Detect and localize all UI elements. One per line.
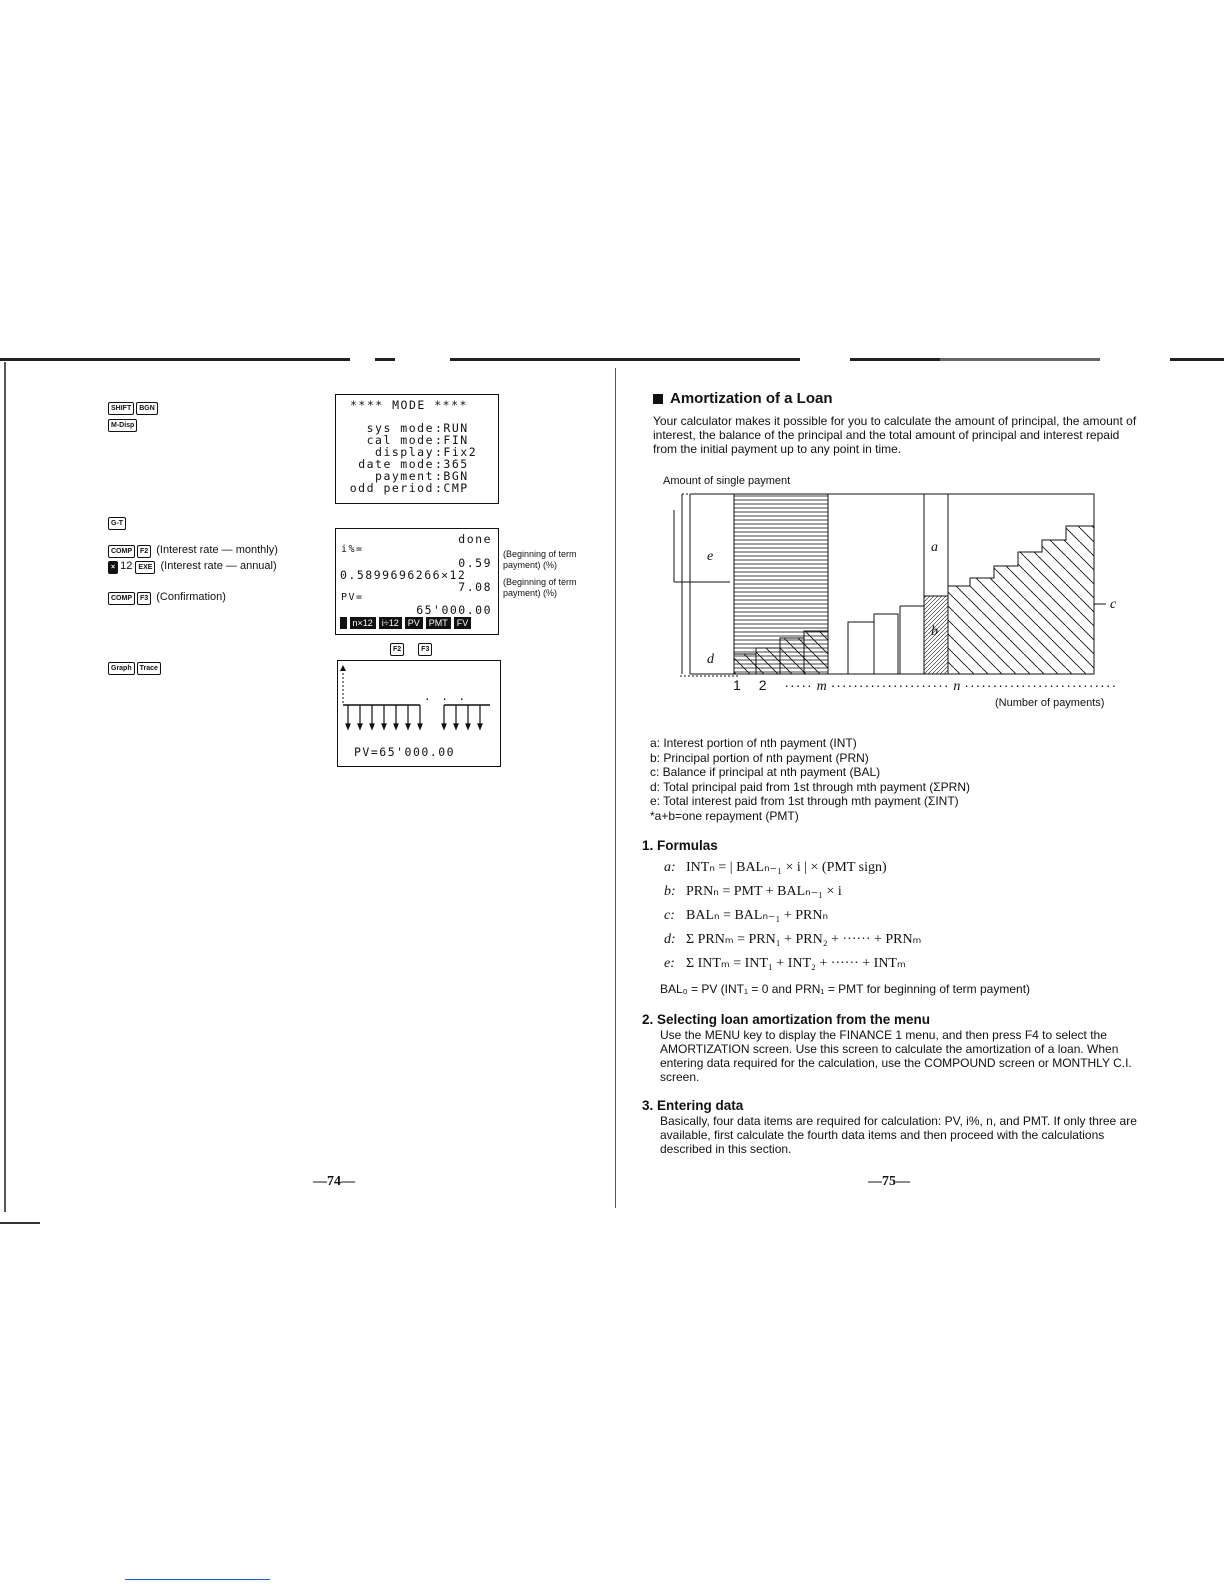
payment-arrows	[346, 705, 482, 729]
trace-key: Trace	[137, 662, 161, 675]
calc-i-label: i%=	[341, 544, 364, 555]
section-entering-title: 3. Entering data	[642, 1098, 744, 1113]
section-selecting-text: Use the MENU key to display the FINANCE 1 menu, and then press F4 to select the AMORTIZATION screen. Use this screen to calculate the amortization of a loan. When entering data required for the calculation, use the COMPOUND screen or MONTHLY C.I. screen.	[660, 1028, 1132, 1084]
formula-expr: Σ INTₘ = INT₁ + INT₂ + ······ + INTₘ	[686, 956, 906, 971]
formula-row	[664, 930, 1134, 954]
legend-item: a: Interest portion of nth payment (INT)	[650, 736, 857, 750]
mode-row-value: :CMP	[435, 481, 469, 495]
key-row-gt	[108, 512, 128, 530]
tick-m: m	[816, 679, 827, 694]
formula-note: BAL₀ = PV (INT₁ = 0 and PRN₁ = PMT for beginning of term payment)	[660, 982, 1031, 996]
square-bullet-icon	[653, 394, 663, 404]
key-row-shift-bgn	[108, 397, 160, 415]
menu-item: FV	[454, 617, 472, 629]
comp-key: COMP	[108, 545, 135, 558]
mode-row-label: display	[375, 445, 434, 459]
amortization-chart	[660, 486, 1140, 696]
menu-item: n×12	[350, 617, 376, 629]
formula-var: a:	[664, 860, 676, 875]
principal-bar	[804, 631, 828, 674]
multiply-key: ×	[108, 561, 118, 574]
mdisp-key: M-Disp	[108, 419, 137, 432]
shift-key: SHIFT	[108, 402, 134, 415]
mode-screen	[335, 394, 499, 504]
menu-item: PMT	[426, 617, 451, 629]
chart-label-a: a	[931, 540, 938, 555]
section-title: Amortization of a Loan	[670, 390, 833, 407]
comp-key-2: COMP	[108, 592, 135, 605]
tick-n: n	[953, 679, 961, 694]
page-spine	[615, 368, 616, 1208]
calc-pv-label: PV=	[341, 592, 364, 603]
payment-bar	[874, 614, 898, 674]
step-interest-monthly	[108, 542, 278, 558]
legend-item: b: Principal portion of nth payment (PRN)	[650, 750, 869, 765]
step1-text: (Interest rate — monthly)	[156, 544, 278, 556]
f2-key: F2	[137, 545, 151, 558]
bottom-rule	[0, 1222, 40, 1224]
step-interest-annual	[108, 558, 277, 574]
legend-item: c: Balance if principal at nth payment (BAL)	[650, 765, 881, 779]
f3-key-lower: F3	[418, 643, 432, 656]
key-row-graph-trace	[108, 657, 163, 675]
formula-var: e:	[664, 956, 675, 971]
chart-label-e: e	[707, 549, 714, 564]
section-heading	[653, 390, 833, 407]
tick-2: 2	[758, 677, 767, 693]
tick-1: 1	[733, 677, 741, 693]
exe-key: EXE	[135, 561, 155, 574]
section-formulas-title: 1. Formulas	[642, 838, 718, 853]
chart-legend	[650, 736, 1130, 823]
section-selecting-title: 2. Selecting loan amortization from the menu	[642, 1012, 931, 1027]
chart-label-d: d	[707, 652, 714, 667]
step-confirmation	[108, 589, 226, 605]
mode-row-label: odd period	[349, 481, 434, 495]
f2-key-lower: F2	[390, 643, 404, 656]
chart-xlabel: (Number of payments)	[995, 697, 1105, 709]
step3-text: (Confirmation)	[156, 591, 226, 603]
mode-row-label: payment	[375, 469, 434, 483]
formula-expr: PRNₙ = PMT + BALₙ₋₁ × i	[686, 884, 842, 899]
page-number-left: —74—	[313, 1174, 355, 1189]
mode-row-value: :RUN	[435, 421, 469, 435]
principal-bar	[780, 638, 804, 674]
calc-note-2: (Beginning of term payment) (%)	[503, 577, 577, 598]
f3-key: F3	[137, 592, 151, 605]
gt-key: G-T	[108, 517, 126, 530]
mode-row-value: :FIN	[435, 433, 469, 447]
mode-row-value: :BGN	[435, 469, 469, 483]
page-number-right: —75—	[868, 1174, 910, 1189]
step2-value: 12	[120, 560, 133, 572]
legend-item: e: Total interest paid from 1st through mth payment (ΣINT)	[650, 794, 959, 808]
legend-item: d: Total principal paid from 1st through mth payment (ΣPRN)	[650, 779, 971, 794]
pv-arrow-head	[340, 665, 346, 671]
payment-bar	[848, 622, 874, 674]
graph-pv-label: PV=65'000.00	[354, 745, 456, 759]
principal-bar	[734, 654, 756, 674]
chart-label-b: b	[931, 624, 938, 639]
menu-item: PV	[405, 617, 423, 629]
calc-note-1: (Beginning of term payment) (%)	[503, 549, 577, 570]
calc-expression: 0.5899696266×12	[340, 568, 467, 582]
calc-menu-bar	[340, 617, 471, 629]
step2-text: (Interest rate — annual)	[160, 560, 277, 572]
chart-ylabel: Amount of single payment	[663, 475, 791, 487]
formula-expr: BALₙ = BALₙ₋₁ + PRNₙ	[686, 908, 829, 923]
calc-screen	[335, 528, 499, 635]
graph-ellipsis: · · ·	[424, 693, 468, 706]
mode-row-label: sys mode	[366, 421, 434, 435]
formula-row	[664, 882, 1134, 906]
formula-var: d:	[664, 932, 676, 947]
formula-row	[664, 954, 1134, 976]
x-axis-ticks: 1 2 ····· m ····················· n ···························	[733, 677, 1118, 694]
graph-screen	[337, 660, 501, 767]
mode-row-value: :365	[435, 457, 469, 471]
bottom-link-line	[125, 1579, 270, 1580]
mode-title: **** MODE ****	[350, 398, 468, 412]
mode-row-label: date mode	[358, 457, 434, 471]
formula-row	[664, 906, 1134, 930]
formula-expr: Σ PRNₘ = PRN₁ + PRN₂ + ······ + PRNₘ	[686, 932, 922, 947]
mode-row-value: :Fix2	[435, 445, 478, 459]
calc-done: done	[458, 532, 492, 546]
balance-remaining-area	[948, 526, 1094, 674]
chart-label-c: c	[1110, 597, 1117, 612]
fkey-row	[390, 638, 434, 656]
calc-pv-value: 65'000.00	[416, 603, 492, 617]
graph-key: Graph	[108, 662, 135, 675]
formula-list	[664, 858, 1134, 976]
formula-expr: INTₙ = | BALₙ₋₁ × i | × (PMT sign)	[686, 860, 887, 875]
calc-monthly-rate: 0.59	[458, 556, 492, 570]
formula-row	[664, 858, 1134, 882]
bgn-key: BGN	[136, 402, 158, 415]
section-entering-text: Basically, four data items are required for calculation: PV, i%, n, and PMT. If only three are available, first calculate the fourth data items and then proceed with the calculations described in this section.	[660, 1114, 1137, 1156]
principal-bar	[756, 648, 780, 674]
menu-item: i÷12	[379, 617, 402, 629]
key-row-mdisp	[108, 414, 139, 432]
menu-block-icon	[340, 617, 347, 629]
mode-row-label: cal mode	[366, 433, 434, 447]
formula-var: b:	[664, 884, 676, 899]
intro-paragraph: Your calculator makes it possible for you to calculate the amount of principal, the amount of interest, the balance of the principal and the total amount of principal and interest repaid from the initial payment up to any point in time.	[653, 414, 1137, 456]
formula-var: c:	[664, 908, 675, 923]
top-rule	[0, 358, 1224, 361]
calc-annual-rate: 7.08	[458, 580, 492, 594]
cash-flow-graph	[338, 661, 500, 741]
page-edge-left	[4, 362, 6, 1212]
legend-item: *a+b=one repayment (PMT)	[650, 808, 799, 823]
